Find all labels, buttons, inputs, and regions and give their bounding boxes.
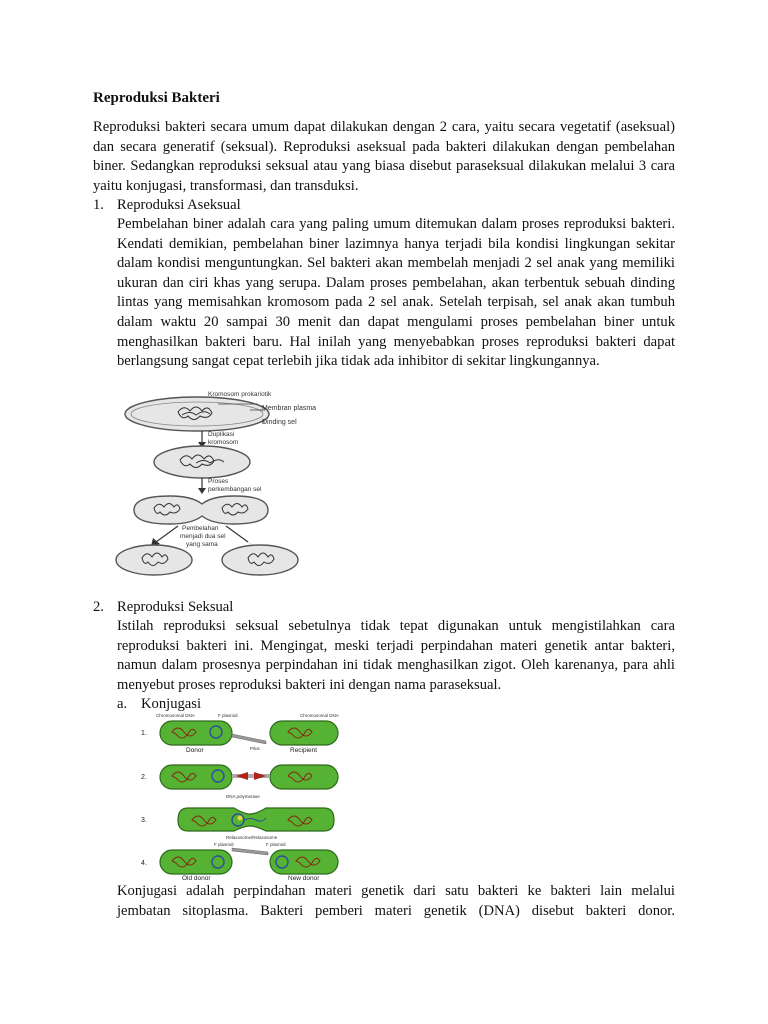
label-dinding: Dinding sel	[262, 419, 297, 426]
retract-arrow-left	[236, 772, 248, 780]
label-f-plasmid-right: F plasmid	[266, 842, 286, 847]
document-title: Reproduksi Bakteri	[93, 90, 220, 106]
subsection-a-letter: a.	[117, 696, 128, 712]
intro-paragraph: Reproduksi bakteri secara umum dapat dilakukan dengan 2 cara, yaitu secara vegetatif (aseksual) dan secara generatif (seksual). Reproduksi aseksual pada bakteri dilakukan dengan pembelahan biner. Sedangkan reproduksi seksual atau yang biasa disebut paraseksual dilakukan melalui 3 cara yaitu konjugasi, transformasi, dan transduksi.	[93, 119, 675, 194]
label-f-plasmid-top: F plasmid	[218, 713, 238, 718]
section-2-number: 2.	[93, 599, 104, 615]
step-1-number: 1.	[141, 730, 147, 737]
cell-stage-2	[154, 446, 250, 478]
label-new-donor: New donor	[288, 875, 320, 880]
arrow-right-diag	[226, 526, 248, 542]
section-2-heading: Reproduksi Seksual	[117, 599, 234, 615]
label-pembelahan-3: yang sama	[186, 541, 218, 548]
step-4-number: 4.	[141, 860, 147, 867]
binary-fission-figure	[110, 386, 350, 586]
label-f-plasmid-left: F plasmid	[214, 842, 234, 847]
label-chromosomal-dna-left: Chromosomal DNA	[156, 713, 195, 718]
daughter-cell-right	[222, 545, 298, 575]
label-old-donor: Old donor	[182, 875, 211, 880]
label-dna-polymerase: DNA polymerase	[226, 794, 260, 799]
old-donor-cell	[160, 850, 232, 874]
retract-arrow-right	[254, 772, 266, 780]
arrow-left-diag	[156, 526, 178, 542]
section-1-number: 1.	[93, 197, 104, 213]
step-3-number: 3.	[141, 817, 147, 824]
section-1-body: Pembelahan biner adalah cara yang paling umum ditemukan dalam proses reproduksi bakteri. Kendati demikian, pembelahan biner lazimnya hanya terjadi bila kondisi lingkungan sekitar dalam kondisi menguntungkan. Sel bakteri akan membelah menjadi 2 sel anak yang memiliki ukuran dan ciri khas yang serupa. Dalam proses pembelahan, akan terbentuk sebuah dinding lintas yang memisahkan kromosom pada 2 sel anak. Setelah terpisah, sel anak akan tumbuh dalam waktu 20 sampai 30 menit dan dapat mengulami proses pembelahan biner untuk menghasilkan bakteri baru. Hal inilah yang menyebabkan proses reproduksi bakteri dapat berlangsung sangat cepat terlebih jika tidak ada inhibitor di sekitar lingkungannya.	[117, 216, 675, 370]
daughter-cell-left	[116, 545, 192, 575]
label-proses-1: Proses	[208, 478, 229, 485]
label-kromosom: Kromosom prokariotik	[208, 391, 272, 398]
conjugation-figure	[138, 710, 348, 880]
pilus-1	[232, 734, 266, 744]
label-membran: Membran plasma	[262, 405, 317, 412]
label-chromosomal-dna-right: Chromosomal DNA	[300, 713, 339, 718]
label-pembelahan-1: Pembelahan	[182, 525, 219, 532]
label-pilus: Pilus	[250, 746, 260, 751]
pilus-4	[232, 848, 268, 855]
konjugasi-body-line-2: jembatan sitoplasma. Bakteri pemberi materi genetik (DNA) disebut bakteri donor.	[117, 903, 675, 919]
donor-cell-1	[160, 721, 232, 745]
step-2-number: 2.	[141, 774, 147, 781]
label-duplikasi-1: Duplikasi	[208, 431, 235, 438]
konjugasi-body-line-1: Konjugasi adalah perpindahan materi genetik dari satu bakteri ke bakteri lain melalui	[117, 883, 675, 899]
label-donor: Donor	[186, 747, 204, 754]
new-donor-cell	[270, 850, 338, 874]
section-1-heading: Reproduksi Aseksual	[117, 197, 241, 213]
label-pembelahan-2: menjadi dua sel	[180, 533, 226, 540]
label-duplikasi-2: kromosom	[208, 439, 239, 446]
label-proses-2: perkembangan sel	[208, 486, 262, 493]
donor-cell-2	[160, 765, 232, 789]
label-relaxosome: Relaxosome/Relaxosome	[226, 835, 278, 840]
subsection-a-heading: Konjugasi	[141, 696, 201, 712]
section-2-body: Istilah reproduksi seksual sebetulnya tidak tepat digunakan untuk mengistilahkan cara reproduksi bakteri ini. Mengingat, meski terjadi perpindahan materi genetik antar bakteri, namun dalam prosesnya perpindahan ini tidak menghasilkan zigot. Oleh karenanya, para ahli menyebut proses reproduksi bakteri ini dengan nama paraseksual.	[117, 618, 675, 693]
label-recipient: Recipient	[290, 747, 318, 754]
